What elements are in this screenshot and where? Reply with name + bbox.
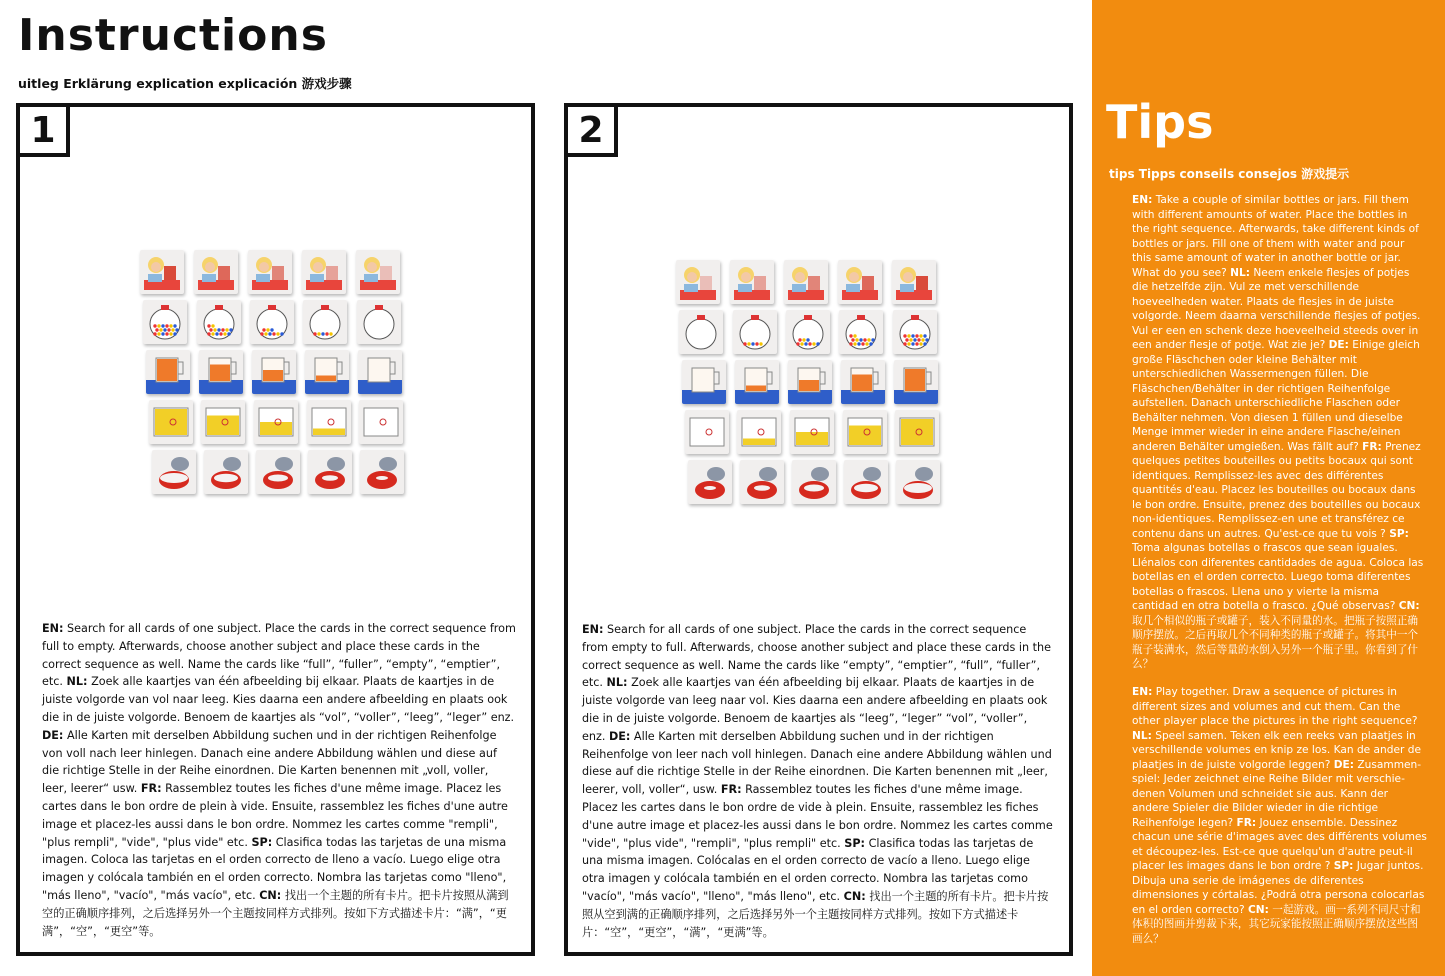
picture-card bbox=[254, 400, 298, 444]
text-nl: Zoek alle kaartjes van één afbeelding bij elkaar. Plaats de kaartjes in de juiste volgorde van leeg naar vol. Kies daarna een andere afbeelding en plaats ook die in de juiste volgorde. Benoem de kaartjes als “leeg”, “leger” “vol”, “voller”, enz. bbox=[582, 676, 1048, 743]
picture-card bbox=[740, 460, 784, 504]
text-sp: Toma algunas botellas o frascos que sean iguales. Llénalos con diferentes cantidades de agua. Coloca las botellas en el orden correcto. Luego toma diferentes botellas o frascos. Llena uno y vierte la misma cantidad en otra botella o frasco. ¿Qué observas? bbox=[1132, 542, 1424, 612]
text-sp: Clasifica todas las tarjetas de una misma imagen. Coloca las tarjetas en el orden correcto de lleno a vacío. Luego elige otra imagen y colócala también en el orden correcto. Nombra las tarjetas como "lleno", "más lleno", "vacío", "más vacío", etc. bbox=[42, 835, 507, 902]
lang-label-cn: CN: bbox=[843, 889, 866, 903]
picture-card bbox=[356, 250, 400, 294]
lang-label-en: EN: bbox=[1132, 686, 1153, 698]
picture-card bbox=[792, 460, 836, 504]
picture-card bbox=[790, 410, 834, 454]
picture-card bbox=[250, 300, 294, 344]
lang-label-de: DE: bbox=[42, 728, 64, 742]
cards-photo bbox=[668, 255, 968, 515]
text-cn: 一起游戏。画一系列不同尺寸和体积的图画并剪裁下来，其它玩家能按照正确顺序摆放这些图画么？ bbox=[1132, 903, 1421, 945]
picture-card bbox=[733, 310, 777, 354]
picture-card bbox=[256, 450, 300, 494]
text-fr: Prenez quelques petites bouteilles ou petits bocaux qui sont identiques. Remplissez-les avec des différentes quantités d'eau. Placez les bouteilles ou bocaux dans le bon ordre. Ensuite, prenez des bouteilles ou bocaux non-identiques. Remplissez-en une et transférez ce contenu dans un autres. Qu'est-ce que tu vois ? bbox=[1132, 440, 1421, 540]
text-de: Alle Karten mit derselben Abbildung suchen und in der richtigen Reihenfolge von voll nach leer hinlegen. Danach eine andere Abbildung wählen und diese auf die richtige Stelle in der Reihe einordnen. Die Karten benennen mit „voll, voller, leer, leerer“ usw. bbox=[42, 728, 497, 796]
tip-paragraph-2 bbox=[1132, 685, 1427, 946]
step-panel-2 bbox=[564, 103, 1073, 956]
lang-label-sp: SP: bbox=[844, 836, 866, 850]
text-fr: Rassemblez toutes les fiches d'une même image. Placez les cartes dans le bon ordre de plein à vide. Ensuite, rassemblez les fiches d'une autre image et placez-les aussi dans le bon ordre. Nommez les cartes comme "rempli", "plus rempli", "vide", "plus vide" etc. bbox=[42, 782, 508, 849]
lang-label-sp: SP: bbox=[1333, 860, 1354, 872]
lang-label-en: EN: bbox=[1132, 194, 1153, 206]
picture-card bbox=[146, 350, 190, 394]
text-en: Play together. Draw a sequence of pictures in different sizes and volumes and cut them. Can the other player place the pictures in the right sequence? bbox=[1132, 686, 1418, 727]
lang-label-de: DE: bbox=[1333, 758, 1355, 771]
lang-label-fr: FR: bbox=[720, 783, 742, 797]
tips-title: Tips bbox=[1106, 95, 1214, 149]
picture-card bbox=[359, 400, 403, 444]
lang-label-de: DE: bbox=[1328, 339, 1349, 351]
lang-label-fr: FR: bbox=[1362, 440, 1382, 453]
picture-card bbox=[357, 300, 401, 344]
picture-card bbox=[679, 310, 723, 354]
lang-label-en: EN: bbox=[42, 622, 64, 635]
text-de: Alle Karten mit derselben Abbildung suchen und in der richtigen Reihenfolge von leer nach voll hinlegen. Danach eine andere Abbildung wählen und diese auf die richtige Stelle in der Reihe einordnen. Die Karten benennen mit „leer, leerer, voll, voller“, usw. bbox=[582, 729, 1052, 797]
picture-card bbox=[201, 400, 245, 444]
picture-card bbox=[360, 450, 404, 494]
text-cn: 取几个相似的瓶子或罐子，装入不同量的水。把瓶子按照正确顺序摆放。之后再取几个不同种类的瓶子或罐子。将其中一个瓶子装满水，然后等量的水倒入另外一个瓶子里。你看到了什么？ bbox=[1132, 614, 1419, 670]
picture-card bbox=[788, 360, 832, 404]
picture-card bbox=[892, 260, 936, 304]
picture-card bbox=[676, 260, 720, 304]
lang-label-fr: FR: bbox=[1236, 816, 1257, 829]
picture-card bbox=[194, 250, 238, 294]
picture-card bbox=[895, 410, 939, 454]
text-cn: 找出一个主题的所有卡片。把卡片按照从空到满的正确顺序排列，之后选择另外一个主题按同样方式排列。按如下方式描述卡片：“空”，“更空”，“满”，“更满”等。 bbox=[582, 889, 1049, 939]
picture-card bbox=[839, 310, 883, 354]
picture-card bbox=[358, 350, 402, 394]
picture-card bbox=[248, 250, 292, 294]
lang-label-nl: NL: bbox=[1230, 266, 1251, 279]
lang-label-fr: FR: bbox=[140, 782, 162, 796]
picture-card bbox=[730, 260, 774, 304]
tips-sidebar bbox=[1092, 0, 1445, 976]
picture-card bbox=[252, 350, 296, 394]
step-description bbox=[42, 620, 516, 940]
picture-card bbox=[843, 410, 887, 454]
lang-label-sp: SP: bbox=[1389, 527, 1409, 540]
lang-label-nl: NL: bbox=[66, 675, 88, 689]
picture-card bbox=[688, 460, 732, 504]
text-fr: Jouez ensemble. Dessinez chacun une série d'images avec des différents volumes et découpez-les. Est-ce que quelqu'un d'autre peut-il placer les images dans le bon ordre ? bbox=[1132, 816, 1427, 872]
text-nl: Zoek alle kaartjes van één afbeelding bij elkaar. Plaats de kaartjes in de juiste volgorde van vol naar leeg. Kies daarna een andere afbeelding en plaats ook die in de juiste volgorde. Benoem de kaartjes als “vol”, “voller”, “leeg”, “leger” enz. bbox=[42, 675, 515, 724]
lang-label-en: EN: bbox=[582, 623, 604, 636]
lang-label-cn: CN: bbox=[259, 888, 282, 902]
picture-card bbox=[302, 250, 346, 294]
picture-card bbox=[308, 450, 352, 494]
text-en: Search for all cards of one subject. Place the cards in the correct sequence from full to empty. Afterwards, choose another subject and place these cards in the correct sequence as well. Name the cards like “full”, “fuller”, “empty”, “emptier”, etc. bbox=[42, 622, 516, 689]
lang-label-nl: NL: bbox=[606, 676, 628, 690]
picture-card bbox=[682, 360, 726, 404]
page-title: Instructions bbox=[18, 10, 328, 61]
text-de: Zusammen-spiel: Jeder zeichnet eine Reihe Bilder mit verschie-denen Volumen und schneidet sie aus. Kann der andere Spieler die Bilder wieder in die richtige Reihenfolge legen? bbox=[1132, 758, 1422, 829]
text-sp: Jugar juntos. Dibuja una serie de imágenes de diferentes dimensiones y córtalas. ¿Podrá otra persona colocarlas en el orden correcto? bbox=[1132, 860, 1425, 916]
lang-label-cn: CN: bbox=[1247, 903, 1269, 916]
picture-card bbox=[841, 360, 885, 404]
picture-card bbox=[199, 350, 243, 394]
lang-label-nl: NL: bbox=[1132, 729, 1152, 742]
picture-card bbox=[204, 450, 248, 494]
picture-card bbox=[307, 400, 351, 444]
text-nl: Speel samen. Teken elk een reeks van plaatjes in verschillende volumes en knip ze los. Kan de ander de plaatjes in de juiste volgorde leggen? bbox=[1132, 729, 1421, 771]
picture-card bbox=[140, 250, 184, 294]
text-en: Search for all cards of one subject. Place the cards in the correct sequence from empty to full. Afterwards, choose another subject and place these cards in the correct sequence as well. Name the cards like “empty”, “emptier”, “full”, “fuller”, etc. bbox=[582, 623, 1052, 690]
step-number-badge: 2 bbox=[564, 103, 618, 157]
picture-card bbox=[143, 300, 187, 344]
tip-paragraph-1 bbox=[1132, 193, 1427, 672]
picture-card bbox=[894, 360, 938, 404]
lang-label-cn: CN: bbox=[1398, 600, 1420, 612]
picture-card bbox=[893, 310, 937, 354]
picture-card bbox=[197, 300, 241, 344]
lang-label-sp: SP: bbox=[251, 835, 273, 849]
lang-label-de: DE: bbox=[608, 729, 631, 743]
picture-card bbox=[786, 310, 830, 354]
tips-subtitle: tips Tipps conseils consejos 游戏提示 bbox=[1109, 167, 1350, 181]
picture-card bbox=[784, 260, 828, 304]
text-cn: 找出一个主题的所有卡片。把卡片按照从满到空的正确顺序排列，之后选择另外一个主题按同样方式排列。按如下方式描述卡片：“满”，“更满”，“空”，“更空”等。 bbox=[42, 888, 509, 938]
step-number-badge: 1 bbox=[16, 103, 70, 157]
text-de: Einige gleich große Fläschchen oder kleine Behälter mit unterschiedlichen Wassermengen füllen. Die Fläschchen/Behälter in der richtigen Reihenfolge aufstellen. Danach unterschiedliche Flaschen oder Behälter nehmen. Von diesen 1 füllen und dieselbe Menge immer wieder in eine andere Flasche/einen anderen Behälter umgießen. Was fällt auf? bbox=[1132, 339, 1420, 453]
text-nl: Neem enkele flesjes of potjes die hetzelfde zijn. Vul ze met verschillende hoeveelheden water. Plaats de flesjes in de juiste volgorde. Neem daarna verschillende flesjes of potjes. Vul er een en schenk deze hoeveelheid steeds over in een ander flesje of potje. Wat zie je? bbox=[1132, 266, 1421, 351]
picture-card bbox=[735, 360, 779, 404]
text-sp: Clasifica todas las tarjetas de una misma imagen. Colócalas en el orden correcto de vacío a lleno. Luego elige otra imagen y colócala también en el orden correcto. Nombra las tarjetas como "vacío", "más vacío", "lleno", "más lleno", etc. bbox=[582, 836, 1034, 903]
step-panel-1 bbox=[16, 103, 535, 956]
picture-card bbox=[844, 460, 888, 504]
cards-photo bbox=[132, 245, 432, 505]
picture-card bbox=[303, 300, 347, 344]
page-subtitle: uitleg Erklärung explication explicación 游戏步骤 bbox=[18, 76, 352, 91]
step-description bbox=[582, 621, 1054, 941]
picture-card bbox=[149, 400, 193, 444]
text-fr: Rassemblez toutes les fiches d'une même image. Placez les cartes dans le bon ordre de vide à plein. Ensuite, rassemblez les fiches d'une autre image et placez-les aussi dans le bon ordre. Nommez les cartes comme "vide", "plus vide", "rempli", "plus rempli" etc. bbox=[582, 783, 1053, 850]
picture-card bbox=[152, 450, 196, 494]
picture-card bbox=[896, 460, 940, 504]
text-en: Take a couple of similar bottles or jars. Fill them with different amounts of water. Place the bottles in the right sequence. Afterwards, take different kinds of bottles or jars. Fill one of them with water and pour this same amount of water in another bottle or jar. What do you see? bbox=[1132, 194, 1419, 279]
picture-card bbox=[685, 410, 729, 454]
picture-card bbox=[305, 350, 349, 394]
picture-card bbox=[838, 260, 882, 304]
picture-card bbox=[737, 410, 781, 454]
